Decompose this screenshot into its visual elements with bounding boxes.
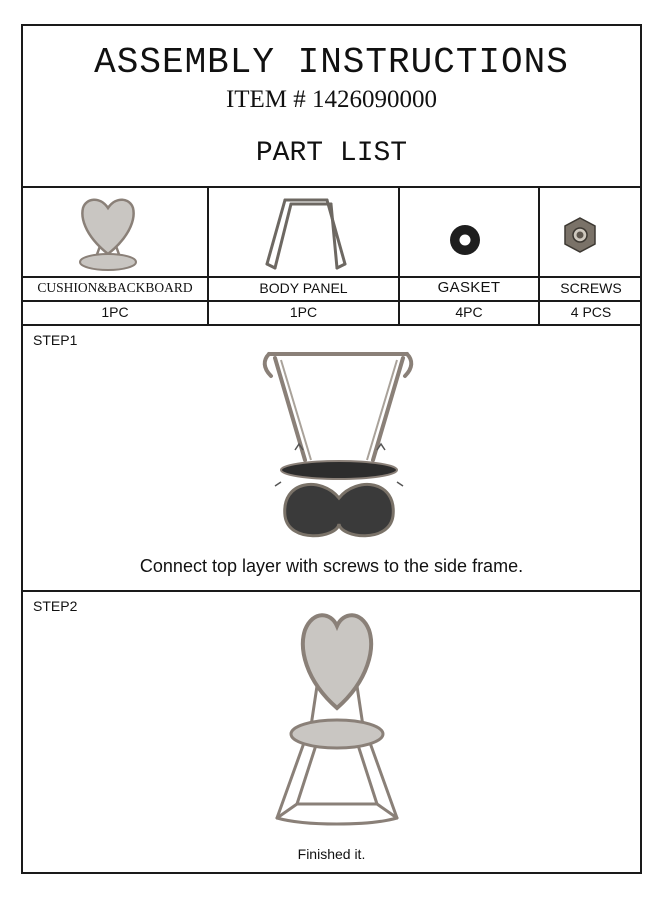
part-qty-gasket: 4PC [455, 304, 483, 320]
assembly-sheet [21, 24, 642, 874]
step-divider [23, 590, 640, 592]
part-qty-body-panel: 1PC [289, 304, 318, 320]
item-number: ITEM # 1426090000 [225, 86, 438, 113]
step1-caption: Connect top layer with screws to the side frame. [139, 556, 524, 576]
part-name-cushion: CUSHION&BACKBOARD [37, 280, 193, 295]
part-qty-cushion: 1PC [101, 304, 129, 320]
document-title: ASSEMBLY INSTRUCTIONS [94, 42, 569, 83]
part-list-title: PART LIST [255, 138, 408, 169]
part-qty-screws: 4 PCS [570, 304, 612, 320]
part-name-screws: SCREWS [560, 280, 622, 296]
part-name-body-panel: BODY PANEL [259, 280, 348, 296]
chair-cushion-backboard-icon [73, 194, 143, 272]
table-top-border [23, 186, 640, 188]
hex-nut-icon [561, 216, 599, 254]
body-panel-frame-icon [261, 194, 351, 272]
step2-caption: Finished it. [297, 846, 366, 862]
step2-label: STEP2 [33, 598, 78, 614]
finished-chair-illustration [265, 608, 415, 840]
table-bottom-border [23, 324, 640, 326]
gasket-washer-icon [447, 222, 483, 258]
step1-label: STEP1 [33, 332, 78, 348]
step1-assembly-illustration [261, 348, 421, 544]
part-name-gasket: GASKET [437, 279, 501, 296]
